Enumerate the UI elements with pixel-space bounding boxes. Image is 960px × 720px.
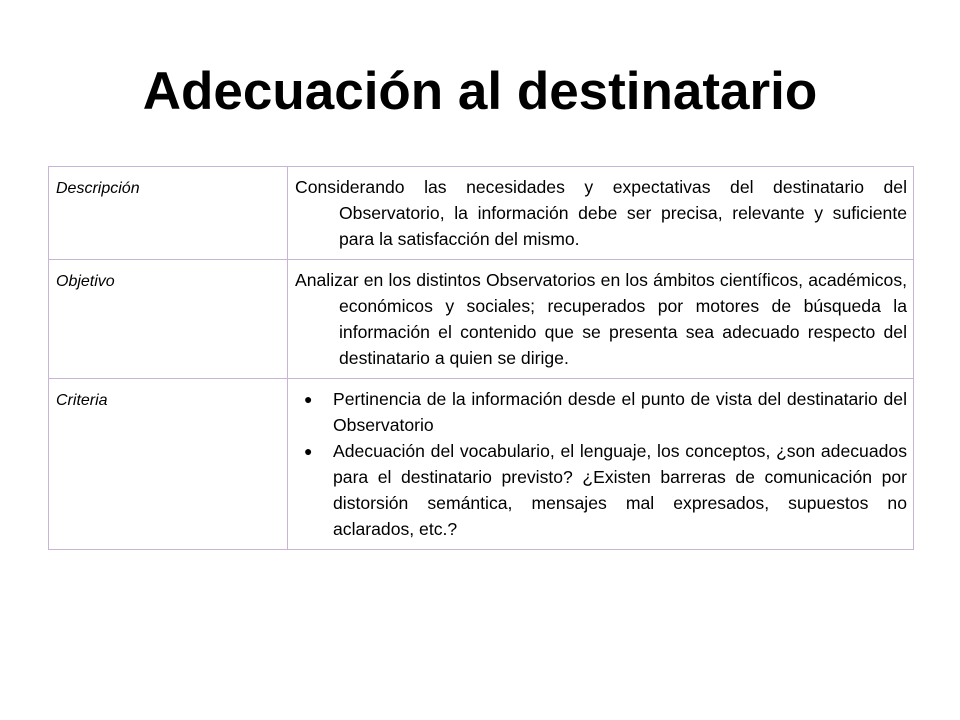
criteria-item-text: Adecuación del vocabulario, el lenguaje, los conceptos, ¿son adecuados para el destinatario previsto? ¿Existen barreras de comunicación por distorsión semántica, mensajes mal expresados, supuestos no aclarados, etc.? (333, 441, 907, 539)
list-item (295, 386, 907, 438)
row-content-descripcion (288, 167, 914, 260)
table-row-objetivo (49, 260, 914, 379)
descripcion-text: Considerando las necesidades y expectativas del destinatario del Observatorio, la información debe ser precisa, relevante y suficiente para la satisfacción del mismo. (295, 177, 907, 249)
criteria-table (48, 166, 914, 550)
bullet-icon: ● (304, 443, 313, 459)
list-item (295, 438, 907, 542)
criteria-item-text: Pertinencia de la información desde el punto de vista del destinatario del Observatorio (333, 389, 907, 435)
table-row-descripcion (49, 167, 914, 260)
bullet-icon: ● (304, 391, 313, 407)
row-label-objetivo: Objetivo (49, 260, 288, 379)
row-content-criteria (288, 379, 914, 550)
page-title: Adecuación al destinatario (142, 62, 818, 121)
row-label-descripcion: Descripción (49, 167, 288, 260)
objetivo-text: Analizar en los distintos Observatorios en los ámbitos científicos, académicos, económicos y sociales; recuperados por motores de búsqueda la información el contenido que se presenta sea adecuado respecto del destinatario a quien se dirige. (295, 270, 907, 368)
table-row-criteria (49, 379, 914, 550)
row-label-criteria: Criteria (49, 379, 288, 550)
criteria-list (295, 386, 907, 542)
row-content-objetivo (288, 260, 914, 379)
